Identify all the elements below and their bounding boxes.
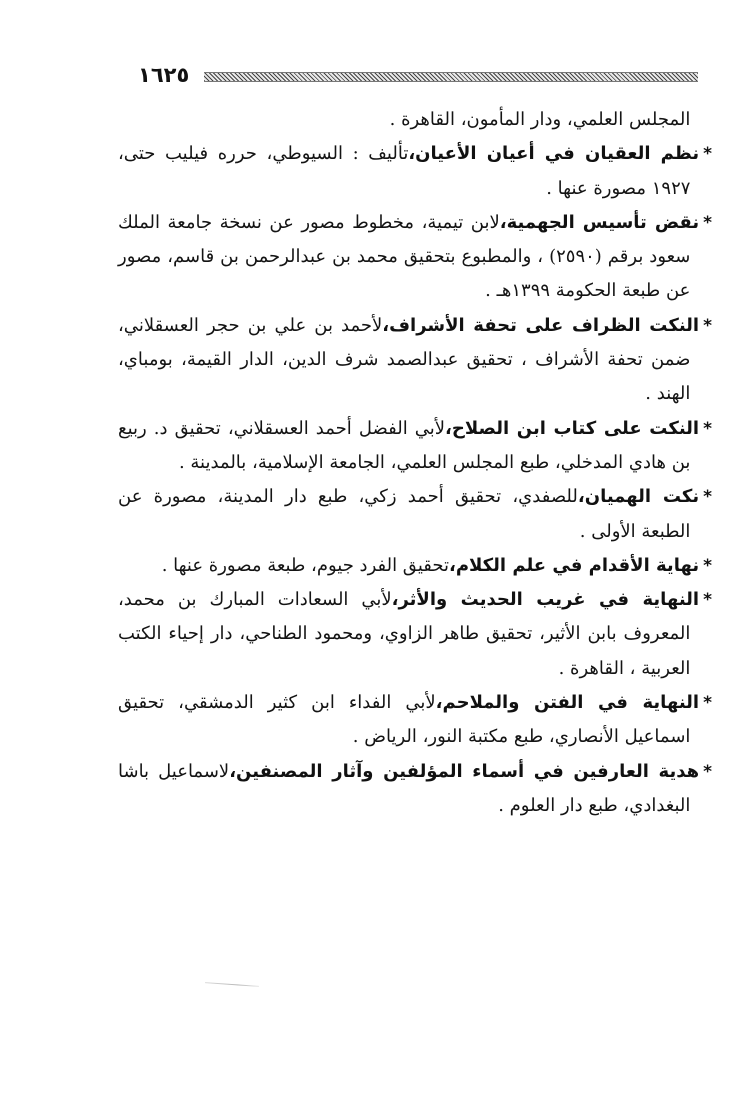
bibliography-entry	[118, 412, 712, 481]
bibliography-entry	[118, 755, 712, 824]
entry-description: المجلس العلمي، ودار المأمون، القاهرة .	[389, 109, 691, 130]
entry-marker: *	[703, 590, 712, 611]
bibliography-entry	[118, 549, 712, 583]
header-rule	[204, 72, 698, 82]
bibliography-entry	[118, 309, 712, 412]
bibliography-entry-continuation	[118, 103, 712, 137]
entry-title: النكت الظراف على تحفة الأشراف،	[382, 314, 700, 336]
entry-title: نكت الهميان،	[577, 486, 700, 508]
entry-marker: *	[703, 693, 712, 714]
entry-description: لأبي الفداء ابن كثير الدمشقي، تحقيق اسماعيل الأنصاري، طبع مكتبة النور، الرياض .	[118, 692, 691, 748]
entry-title: النهاية في الفتن والملاحم،	[435, 692, 700, 714]
bibliography-entry	[118, 206, 712, 309]
entry-marker: *	[703, 555, 712, 576]
entry-description: لأبي السعادات المبارك بن محمد، المعروف بابن الأثير، تحقيق طاهر الزاوي، ومحمود الطناحي، دار إحياء الكتب العربية ، القاهرة .	[118, 589, 691, 679]
entry-marker: *	[703, 487, 712, 508]
entry-title: هدية العارفين في أسماء المؤلفين وآثار المصنفين،	[229, 760, 700, 782]
entry-description: لأبي الفضل أحمد العسقلاني، تحقيق د. ربيع بن هادي المدخلي، طبع المجلس العلمي، الجامعة الإسلامية، بالمدينة .	[118, 417, 691, 473]
entry-description: للصفدي، تحقيق أحمد زكي، طبع دار المدينة، مصورة عن الطبعة الأولى .	[118, 486, 691, 542]
entry-title: نهاية الأقدام في علم الكلام،	[448, 554, 700, 576]
entry-marker: *	[703, 761, 712, 782]
entry-description: لاسماعيل باشا البغدادي، طبع دار العلوم .	[118, 760, 691, 816]
entry-description: تأليف : السيوطي، حرره فيليب حتى، ١٩٢٧ مصورة عنها .	[118, 143, 691, 199]
entry-title: النهاية في غريب الحديث والأثر،	[391, 589, 700, 611]
entry-marker: *	[703, 212, 712, 233]
bibliography-entry	[118, 686, 712, 755]
bibliography-entry	[118, 583, 712, 686]
entry-description: لابن تيمية، مخطوط مصور عن نسخة جامعة الملك سعود برقم (٢٥٩٠) ، والمطبوع بتحقيق محمد بن عبدالرحمن بن قاسم، مصور عن طبعة الحكومة ١٣٩٩هـ .	[118, 211, 691, 302]
entry-description: تحقيق الفرد جيوم، طبعة مصورة عنها .	[161, 554, 449, 576]
entry-marker: *	[703, 144, 712, 165]
bibliography-entry	[118, 480, 712, 549]
entry-title: نظم العقيان في أعيان الأعيان،	[408, 143, 700, 165]
entry-description: لأحمد بن علي بن حجر العسقلاني، ضمن تحفة الأشراف ، تحقيق عبدالصمد شرف الدين، الدار القيمة، بومباي، الهند .	[118, 314, 691, 405]
page-header	[138, 62, 698, 90]
bibliography-entry	[118, 137, 712, 206]
scan-smudge	[205, 982, 259, 987]
page-number: ١٦٢٥	[138, 63, 190, 87]
bibliography-list	[118, 103, 712, 823]
entry-title: النكت على كتاب ابن الصلاح،	[445, 417, 700, 439]
entry-marker: *	[703, 418, 712, 439]
entry-title: نقض تأسيس الجهمية،	[499, 211, 700, 233]
entry-marker: *	[703, 315, 712, 336]
